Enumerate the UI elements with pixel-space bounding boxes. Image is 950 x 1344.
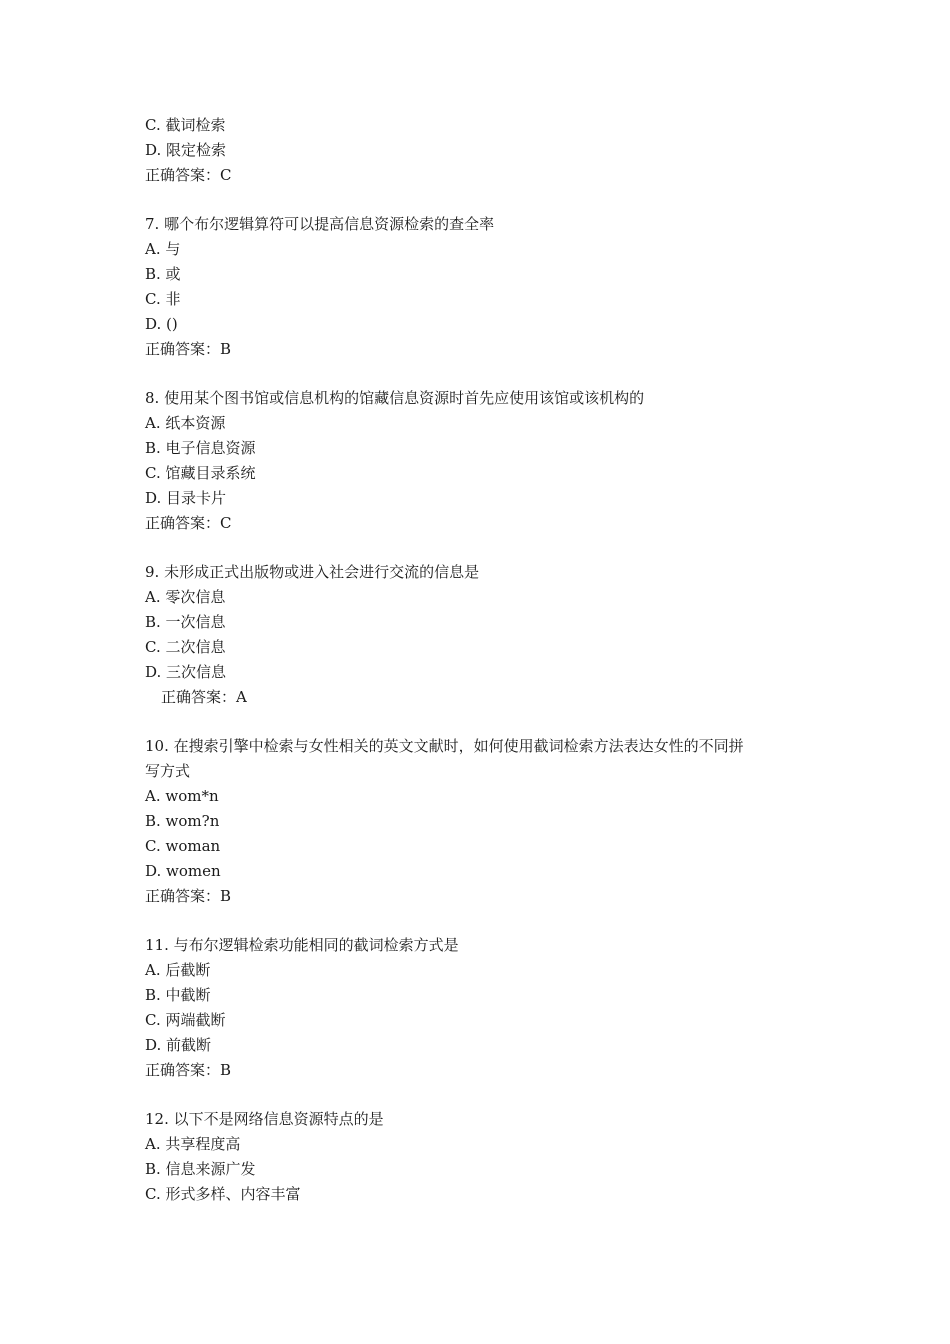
option-b: B. 或 — [145, 265, 181, 283]
option-a: A. 与 — [145, 240, 181, 258]
option-a: A. 纸本资源 — [145, 414, 226, 432]
option-a: A. 后截断 — [145, 961, 211, 979]
option-c: C. 二次信息 — [145, 638, 226, 656]
option-c: C. 形式多样、内容丰富 — [145, 1185, 301, 1203]
option-d: D. 目录卡片 — [145, 489, 227, 507]
answer: 正确答案：B — [145, 340, 232, 358]
answer: 正确答案：B — [145, 1061, 232, 1079]
spacer — [145, 1083, 825, 1107]
option-d: D. women — [145, 862, 221, 880]
answer: 正确答案：A — [161, 688, 247, 706]
question-7: 7. 哪个布尔逻辑算符可以提高信息资源检索的查全率 — [145, 215, 495, 233]
option-b: B. 电子信息资源 — [145, 439, 256, 457]
question-10-cont: 写方式 — [145, 762, 191, 780]
option-a: A. wom*n — [145, 787, 219, 805]
answer: 正确答案：B — [145, 887, 232, 905]
option-d: D. () — [145, 315, 178, 333]
option-c: C. 两端截断 — [145, 1011, 226, 1029]
option-d: D. 三次信息 — [145, 663, 227, 681]
question-12: 12. 以下不是网络信息资源特点的是 — [145, 1110, 384, 1128]
spacer — [145, 710, 825, 734]
option-b: B. 中截断 — [145, 986, 211, 1004]
question-10: 10. 在搜索引擎中检索与女性相关的英文文献时，如何使用截词检索方法表达女性的不同拼 — [145, 737, 744, 755]
document-page — [145, 113, 825, 1207]
option-d: D. 限定检索 — [145, 141, 227, 159]
option-c: C. woman — [145, 837, 221, 855]
option-b: B. 一次信息 — [145, 613, 226, 631]
option-b: B. 信息来源广发 — [145, 1160, 256, 1178]
spacer — [145, 362, 825, 386]
question-11: 11. 与布尔逻辑检索功能相同的截词检索方式是 — [145, 936, 459, 954]
spacer — [145, 188, 825, 212]
spacer — [145, 536, 825, 560]
option-c: C. 非 — [145, 290, 181, 308]
option-c: C. 馆藏目录系统 — [145, 464, 256, 482]
answer: 正确答案：C — [145, 514, 232, 532]
question-8: 8. 使用某个图书馆或信息机构的馆藏信息资源时首先应使用该馆或该机构的 — [145, 389, 645, 407]
option-c: C. 截词检索 — [145, 116, 226, 134]
spacer — [145, 909, 825, 933]
option-a: A. 共享程度高 — [145, 1135, 241, 1153]
option-a: A. 零次信息 — [145, 588, 226, 606]
option-d: D. 前截断 — [145, 1036, 212, 1054]
option-b: B. wom?n — [145, 812, 220, 830]
answer: 正确答案：C — [145, 166, 232, 184]
question-9: 9. 未形成正式出版物或进入社会进行交流的信息是 — [145, 563, 480, 581]
